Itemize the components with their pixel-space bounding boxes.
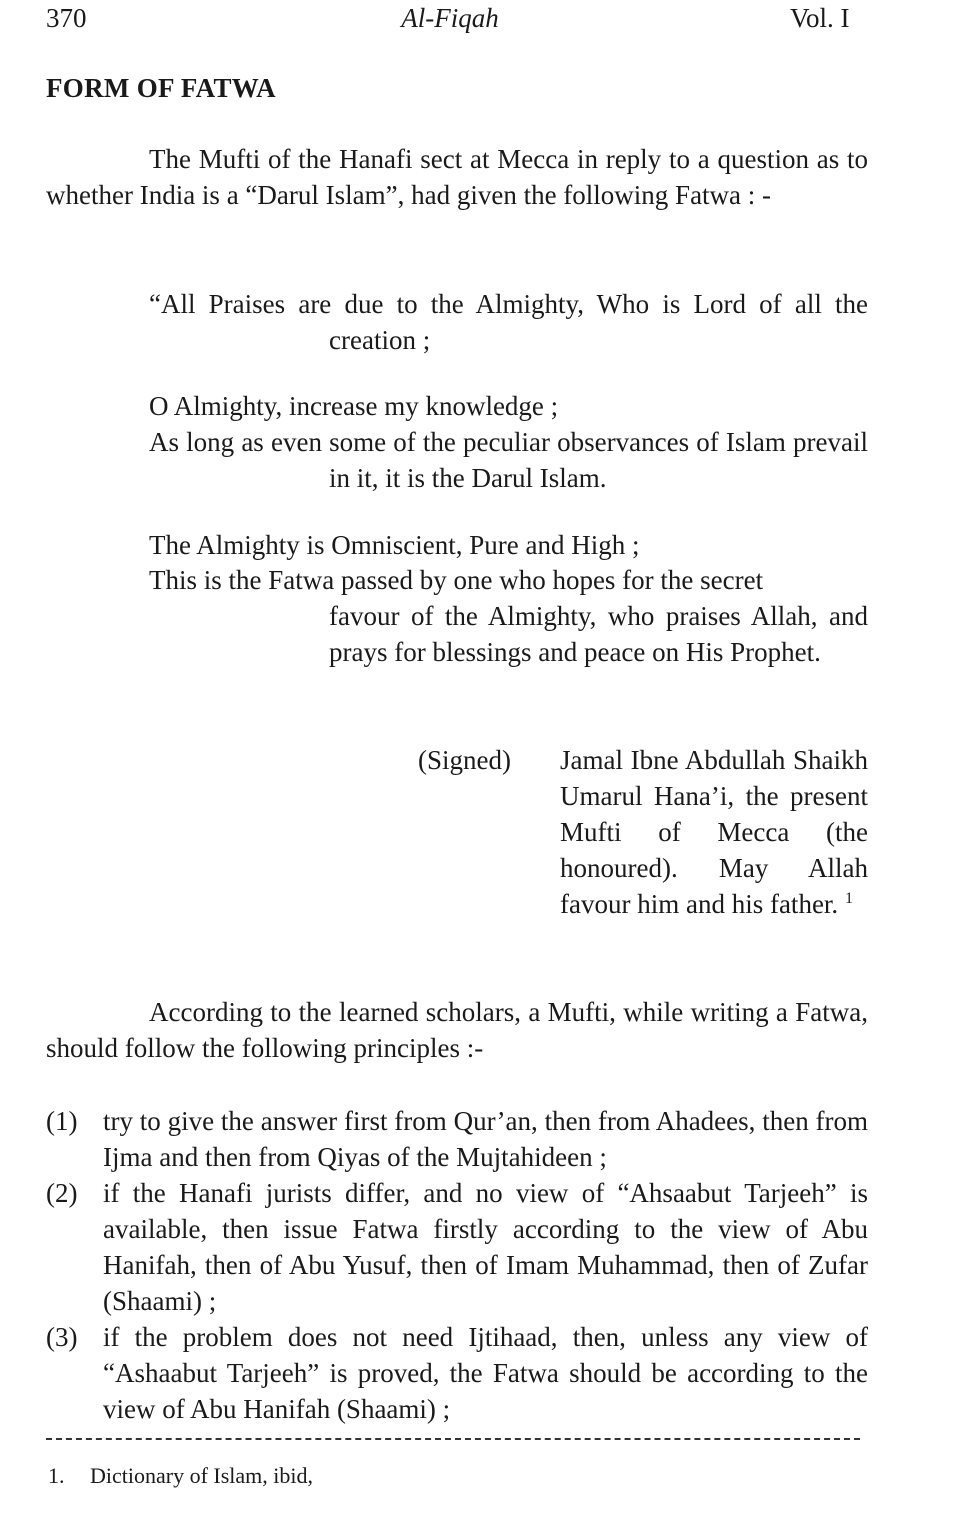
principle-number: (1) (46, 1106, 78, 1136)
signed-label: (Signed) (418, 745, 511, 775)
signature-text (560, 742, 868, 922)
principle-item (46, 1175, 868, 1319)
principle-text: if the Hanafi jurists differ, and no view of “Ahsaabut Tarjeeh” is available, then issue Fatwa firstly according to the view of Abu Hanifah, then of Abu Yusuf, then of Imam Muhammad, then of Zufar (Shaami) ; (103, 1178, 868, 1316)
principle-number: (2) (46, 1178, 78, 1208)
section-heading: FORM OF FATWA (46, 73, 276, 103)
fatwa-line-passed-by-first: This is the Fatwa passed by one who hopes for the secret (149, 565, 764, 595)
principle-item (46, 1319, 868, 1427)
footnote-number: 1. (48, 1463, 65, 1488)
fatwa-line-praise: “All Praises are due to the Almighty, Who is Lord of all the creation ; (149, 289, 868, 355)
footnote-divider (46, 1438, 860, 1440)
footnote-text: Dictionary of Islam, ibid, (90, 1463, 314, 1488)
fatwa-line-knowledge: O Almighty, increase my knowledge ; (149, 391, 559, 421)
fatwa-line-darul-islam: As long as even some of the peculiar observances of Islam prevail in it, it is the Darul Islam. (149, 427, 868, 493)
principle-text: try to give the answer first from Qur’an, then from Ahadees, then from Ijma and then from Qiyas of the Mujtahideen ; (103, 1106, 868, 1172)
footnote (48, 1462, 313, 1490)
principle-item (46, 1103, 868, 1175)
fatwa-line-omniscient: The Almighty is Omniscient, Pure and High ; (149, 530, 640, 560)
volume-label: Vol. I (790, 3, 850, 33)
page-number: 370 (46, 3, 87, 33)
principle-text: if the problem does not need Ijtihaad, then, unless any view of “Ashaabut Tarjeeh” is proved, the Fatwa should be according to the view of Abu Hanifah (Shaami) ; (103, 1322, 868, 1424)
intro-paragraph: The Mufti of the Hanafi sect at Mecca in reply to a question as to whether India is a “Darul Islam”, had given the following Fatwa : - (46, 144, 868, 210)
fatwa-line-passed-by-rest: favour of the Almighty, who praises Allah, and prays for blessings and peace on His Prophet. (329, 601, 868, 667)
principles-intro: According to the learned scholars, a Mufti, while writing a Fatwa, should follow the following principles :- (46, 997, 868, 1063)
fatwa-line-passed-by (149, 562, 868, 670)
footnote-reference: 1 (844, 890, 853, 907)
principle-number: (3) (46, 1322, 78, 1352)
running-title: Al-Fiqah (401, 3, 499, 33)
signature-name: Jamal Ibne Abdullah Shaikh Umarul Hana’i, the present Mufti of Mecca (the honoured). May Allah favour him and his father. (560, 745, 868, 919)
